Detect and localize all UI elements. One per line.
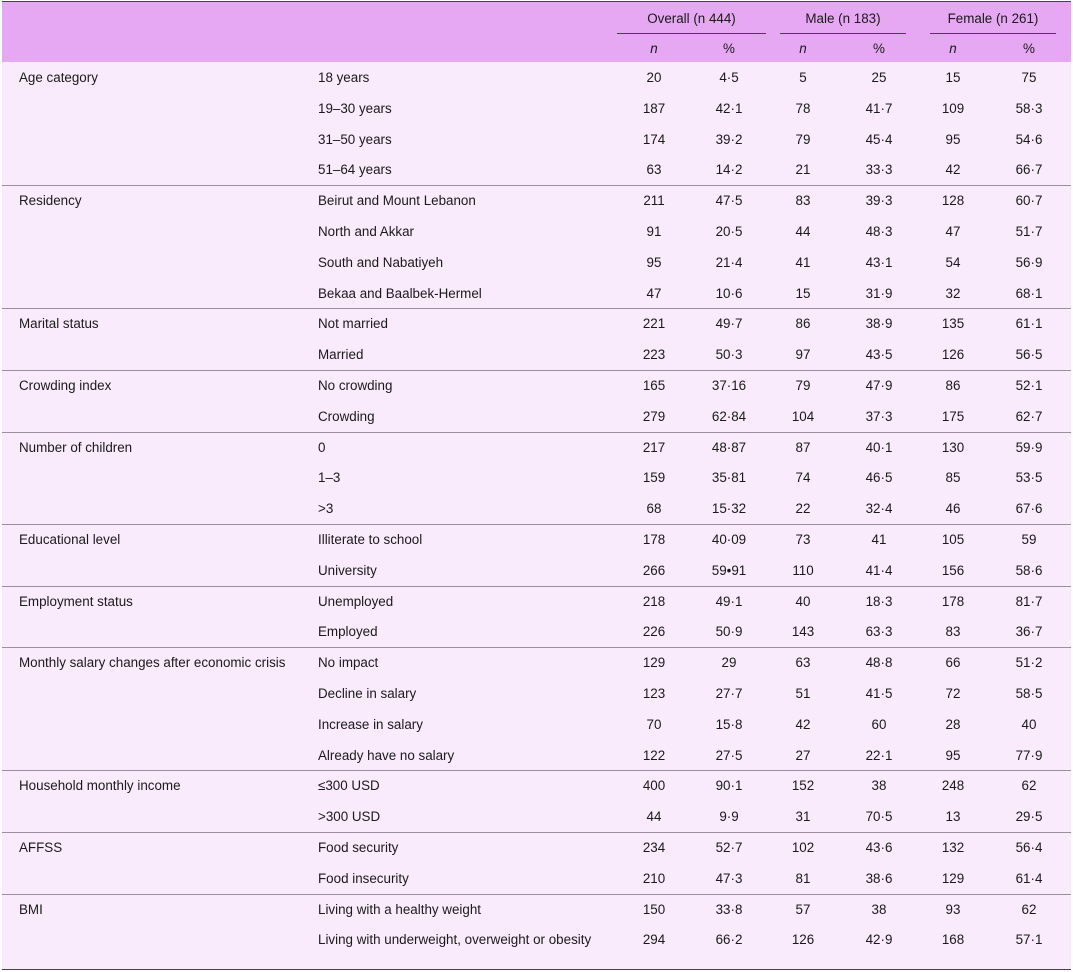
row-label: 19–30 years [318,100,392,116]
percent-cell: 40·1 [865,439,893,455]
row-label: Crowding [318,408,375,424]
percent-cell: 43·5 [865,347,893,363]
count-cell: 70 [646,716,662,732]
percent-cell: 41 [871,532,887,547]
count-cell: 15 [795,285,811,301]
percent-cell: 59·9 [1015,439,1043,455]
percent-cell: 14·2 [715,162,743,178]
percent-cell: 22·1 [865,747,893,763]
percent-cell: 38·9 [865,316,893,332]
percent-cell: 68·1 [1015,285,1043,301]
percent-cell: 41·4 [865,562,893,578]
percent-cell: 57·1 [1015,932,1043,948]
percent-cell: 63·3 [865,624,893,640]
percent-cell: 51·2 [1015,655,1043,671]
percent-cell: 56·4 [1015,840,1043,855]
row-label: 1–3 [318,470,341,486]
row-label: No impact [318,655,379,671]
column-group-header: Male (n 183) [805,11,881,26]
count-cell: 15 [945,70,961,85]
count-cell: 47 [646,285,662,301]
count-cell: 66 [945,655,961,671]
count-cell: 54 [945,254,961,270]
percent-cell: 67·6 [1015,501,1043,517]
count-cell: 95 [945,131,961,147]
row-label: Not married [318,316,388,332]
count-cell: 27 [795,747,811,763]
percent-cell: 58·5 [1015,686,1043,701]
count-cell: 85 [945,470,961,486]
count-cell: 129 [642,655,666,671]
percent-cell: 50·3 [715,347,743,363]
subheader-n: n [799,41,807,56]
percent-cell: 41·5 [865,686,893,701]
row-label: University [318,562,377,578]
row-label: 31–50 years [318,131,392,147]
row-label: Illiterate to school [318,532,423,547]
count-cell: 221 [642,316,666,332]
row-label: Married [318,347,364,363]
percent-cell: 40 [1021,716,1037,732]
count-cell: 102 [791,840,815,855]
count-cell: 126 [941,347,965,363]
percent-cell: 77·9 [1015,747,1043,763]
count-cell: 226 [642,624,666,640]
percent-cell: 41·7 [865,100,893,116]
count-cell: 57 [795,901,811,917]
count-cell: 21 [795,162,811,178]
count-cell: 126 [791,932,815,948]
count-cell: 74 [795,470,811,486]
row-label: ≤300 USD [318,778,380,794]
category-label: Residency [19,193,82,209]
percent-cell: 42·1 [715,100,743,116]
row-label: Unemployed [318,593,394,609]
count-cell: 93 [945,901,961,917]
percent-cell: 56·5 [1015,347,1043,363]
count-cell: 122 [642,747,666,763]
percent-cell: 45·4 [865,131,893,147]
count-cell: 78 [795,100,811,116]
count-cell: 210 [642,870,666,886]
percent-cell: 70·5 [865,809,893,825]
row-label: 0 [318,439,326,455]
percent-cell: 10·6 [715,285,743,301]
category-label: Educational level [19,532,121,547]
count-cell: 105 [941,532,965,547]
count-cell: 165 [642,378,666,393]
percent-cell: 27·5 [715,747,743,763]
percent-cell: 29 [721,655,737,671]
percent-cell: 39·3 [865,193,893,209]
percent-cell: 47·9 [865,378,893,393]
row-label: South and Nabatiyeh [318,254,444,270]
percent-cell: 37·3 [865,408,893,424]
row-label: >300 USD [318,809,381,825]
row-label: Living with underweight, overweight or obesity [318,932,592,948]
percent-cell: 47·3 [715,870,743,886]
percent-cell: 52·1 [1015,378,1043,393]
percent-cell: 54·6 [1015,131,1043,147]
percent-cell: 46·5 [865,470,893,486]
percent-cell: 48·3 [865,224,893,239]
row-label: Increase in salary [318,716,423,732]
count-cell: 47 [945,224,961,239]
percent-cell: 15·8 [715,716,743,732]
row-label: North and Akkar [318,224,415,239]
row-label: 51–64 years [318,162,392,178]
count-cell: 152 [791,778,815,794]
count-cell: 73 [795,532,811,547]
row-label: Living with a healthy weight [318,901,482,917]
count-cell: 130 [941,439,965,455]
subheader-percent: % [723,41,735,56]
subheader-percent: % [873,41,885,56]
count-cell: 123 [642,686,666,701]
count-cell: 32 [945,285,961,301]
row-label: Already have no salary [318,747,455,763]
count-cell: 400 [642,778,666,794]
percent-cell: 33·3 [865,162,893,178]
percent-cell: 62·84 [711,408,747,424]
count-cell: 72 [945,686,961,701]
count-cell: 41 [795,254,811,270]
count-cell: 97 [795,347,811,363]
row-label: Decline in salary [318,686,417,701]
percent-cell: 60 [871,716,887,732]
count-cell: 20 [646,70,662,85]
row-label: Bekaa and Baalbek-Hermel [318,285,482,301]
percent-cell: 39·2 [715,131,743,147]
count-cell: 86 [945,378,961,393]
count-cell: 28 [945,716,961,732]
count-cell: 211 [643,193,665,209]
count-cell: 175 [941,408,965,424]
percent-cell: 27·7 [715,686,743,701]
category-label: Monthly salary changes after economic crisis [19,655,286,671]
percent-cell: 75 [1021,70,1037,85]
percent-cell: 38 [871,778,887,794]
count-cell: 187 [642,100,666,116]
percent-cell: 15·32 [711,501,747,517]
count-cell: 91 [646,224,662,239]
table-header-band [2,2,1071,62]
percent-cell: 29·5 [1015,809,1043,825]
column-group-header: Overall (n 444) [647,11,736,26]
count-cell: 44 [646,809,662,825]
count-cell: 156 [941,562,965,578]
percent-cell: 81·7 [1015,593,1043,609]
percent-cell: 62 [1021,778,1037,794]
percent-cell: 49·1 [715,593,743,609]
count-cell: 150 [642,901,666,917]
category-label: Age category [19,70,98,85]
category-label: Employment status [19,593,133,609]
percent-cell: 60·7 [1015,193,1043,209]
percent-cell: 66·7 [1015,162,1043,178]
percent-cell: 56·9 [1015,254,1043,270]
bottom-rule [2,969,1071,970]
count-cell: 40 [795,593,811,609]
percent-cell: 48·8 [865,655,893,671]
percent-cell: 58·3 [1015,100,1043,116]
count-cell: 104 [791,408,815,424]
count-cell: 294 [642,932,666,948]
percent-cell: 59 [1021,532,1037,547]
category-label: BMI [19,901,43,917]
count-cell: 266 [642,562,666,578]
count-cell: 22 [795,501,811,517]
count-cell: 95 [646,254,662,270]
count-cell: 178 [642,532,666,547]
row-label: 18 years [318,70,370,85]
category-label: AFFSS [19,840,63,855]
count-cell: 95 [945,747,961,763]
count-cell: 46 [945,501,961,517]
count-cell: 128 [941,193,965,209]
category-label: Crowding index [19,378,112,393]
percent-cell: 33·8 [715,901,743,917]
percent-cell: 58·6 [1015,562,1043,578]
percent-cell: 52·7 [715,840,743,855]
percent-cell: 50·9 [715,624,743,640]
percent-cell: 20·5 [715,224,743,239]
subheader-n: n [650,41,658,56]
row-label: Employed [318,624,378,640]
subheader-n: n [949,41,957,56]
count-cell: 13 [945,809,961,825]
percent-cell: 35·81 [711,470,747,486]
count-cell: 81 [795,870,811,886]
count-cell: 110 [792,562,814,578]
count-cell: 178 [941,593,965,609]
count-cell: 234 [642,840,666,855]
top-rule [2,1,1071,2]
column-group-rule [617,33,766,34]
percent-cell: 21·4 [715,254,743,270]
percent-cell: 62·7 [1015,408,1043,424]
count-cell: 79 [795,378,811,393]
percent-cell: 53·5 [1015,470,1043,486]
count-cell: 168 [941,932,965,948]
count-cell: 223 [642,347,666,363]
percent-cell: 18·3 [865,593,893,609]
category-label: Marital status [19,316,99,332]
count-cell: 135 [941,316,965,332]
row-label: Food security [318,840,399,855]
count-cell: 63 [646,162,662,178]
percent-cell: 90·1 [715,778,743,794]
percent-cell: 31·9 [865,285,893,301]
count-cell: 159 [642,470,666,486]
percent-cell: 62 [1021,901,1037,917]
count-cell: 86 [795,316,811,332]
count-cell: 31 [795,809,811,825]
percent-cell: 9·9 [719,809,739,825]
count-cell: 87 [795,439,811,455]
count-cell: 279 [642,408,666,424]
count-cell: 217 [642,439,666,455]
count-cell: 248 [941,778,965,794]
count-cell: 132 [941,840,965,855]
count-cell: 174 [642,131,666,147]
percent-cell: 25 [871,70,887,85]
percent-cell: 38 [871,901,887,917]
category-label: Number of children [19,439,133,455]
percent-cell: 48·87 [711,439,747,455]
percent-cell: 38·6 [865,870,893,886]
percent-cell: 40·09 [711,532,747,547]
percent-cell: 51·7 [1015,224,1043,239]
count-cell: 51 [795,686,811,701]
percent-cell: 32·4 [865,501,893,517]
count-cell: 42 [945,162,961,178]
percent-cell: 43·6 [865,840,893,855]
count-cell: 68 [646,501,662,517]
percent-cell: 61·4 [1015,870,1043,886]
row-label: Beirut and Mount Lebanon [318,193,476,209]
count-cell: 42 [795,716,811,732]
row-label: >3 [318,501,334,517]
row-label: No crowding [318,378,393,393]
percent-cell: 43·1 [865,254,893,270]
percent-cell: 66·2 [715,932,743,948]
percent-cell: 4·5 [719,70,739,85]
percent-cell: 61·1 [1015,316,1043,332]
percent-cell: 42·9 [865,932,893,948]
subheader-percent: % [1023,41,1035,56]
count-cell: 129 [941,870,965,886]
percent-cell: 59•91 [711,562,747,578]
count-cell: 83 [945,624,961,640]
percent-cell: 47·5 [715,193,743,209]
column-group-rule [930,33,1056,34]
category-label: Household monthly income [19,778,181,794]
count-cell: 63 [795,655,811,671]
count-cell: 218 [642,593,666,609]
column-group-rule [780,33,906,34]
percent-cell: 49·7 [715,316,743,332]
column-group-header: Female (n 261) [947,11,1039,26]
count-cell: 5 [799,70,807,85]
count-cell: 83 [795,193,811,209]
row-label: Food insecurity [318,870,409,886]
count-cell: 79 [795,131,811,147]
percent-cell: 37·16 [711,378,747,393]
count-cell: 109 [941,100,965,116]
percent-cell: 36·7 [1015,624,1043,640]
count-cell: 143 [791,624,815,640]
count-cell: 44 [795,224,811,239]
